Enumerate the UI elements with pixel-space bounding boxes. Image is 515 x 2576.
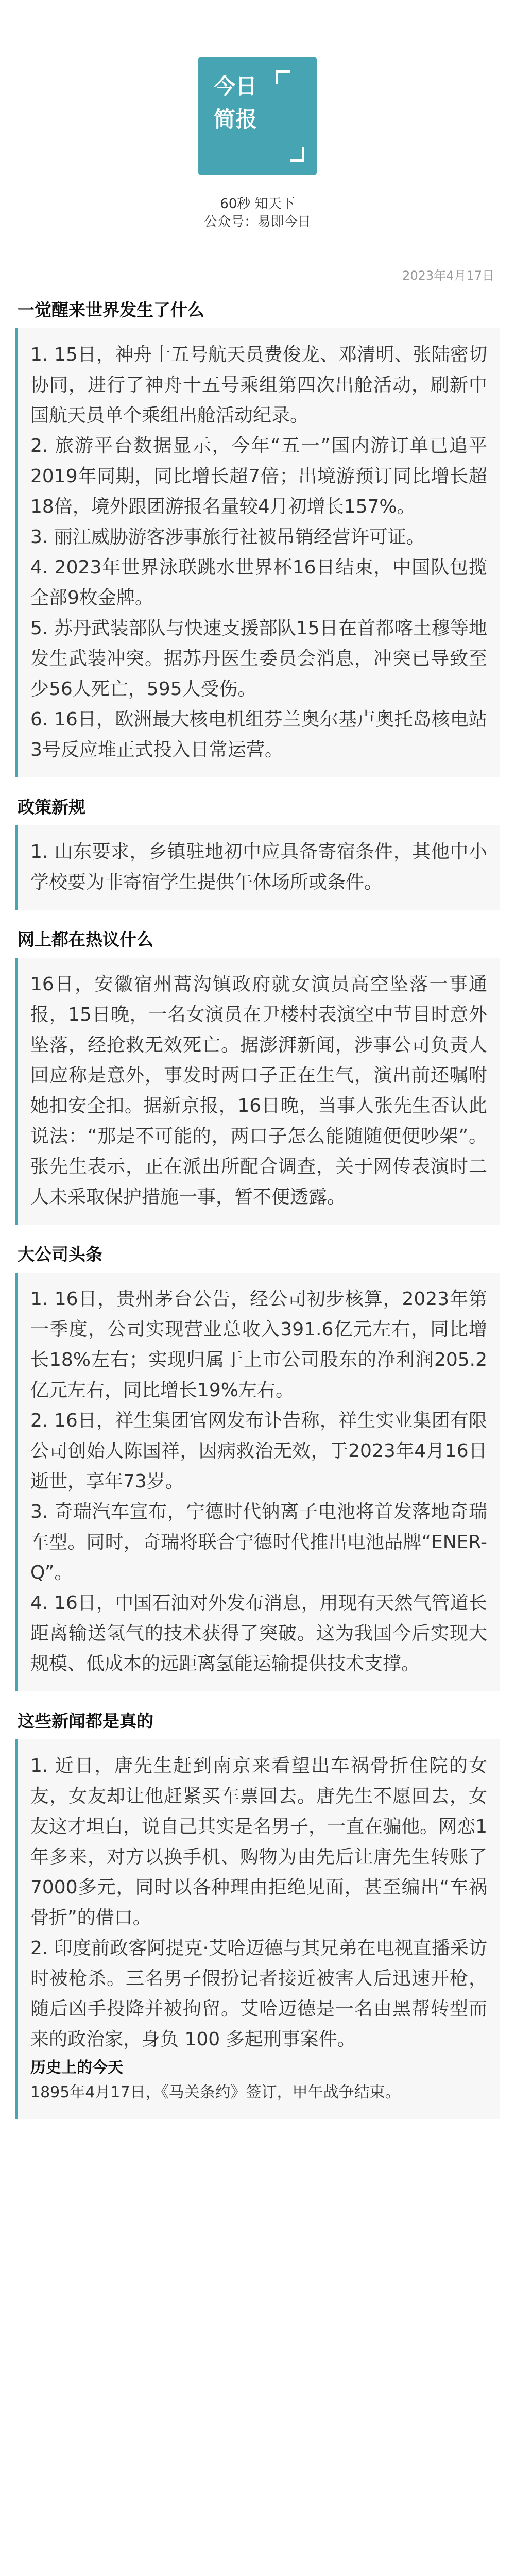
news-item: 1. 近日，唐先生赶到南京来看望出车祸骨折住院的女友，女友却让他赶紧买车票回去。唐先生不愿回去，女友这才坦白，说自己其实是名男子，一直在骗他。网恋1年多来，对方以换手机、购物为由先后让唐先生转账了7000多元，同时以各种理由拒绝见面，甚至编出“车祸骨折”的借口。 — [30, 1755, 487, 1928]
section-body — [15, 958, 500, 1225]
news-item: 1. 15日，神舟十五号航天员费俊龙、邓清明、张陆密切协同，进行了神舟十五号乘组第四次出舱活动，刷新中国航天员单个乘组出舱活动纪录。 — [30, 344, 487, 426]
section-title: 一觉醒来世界发生了什么 — [18, 300, 204, 320]
logo-corner-top-left — [276, 70, 290, 84]
section-body — [15, 1739, 500, 2119]
logo-text: 今日简报 — [214, 74, 258, 132]
news-item: 1. 山东要求，乡镇驻地初中应具备寄宿条件，其他中小学校要为非寄宿学生提供午休场所或条件。 — [30, 841, 487, 893]
account-name: 公众号：易即今日 — [203, 214, 311, 230]
publish-date: 2023年4月17日 — [402, 268, 494, 283]
news-item: 6. 16日，欧洲最大核电机组芬兰奥尔基卢奥托岛核电站3号反应堆正式投入日常运营。 — [30, 709, 487, 760]
news-item: 2. 旅游平台数据显示，今年“五一”国内游订单已追平2019年同期，同比增长超7倍；出境游预订同比增长超18倍，境外跟团游报名量较4月初增长157%。 — [30, 435, 487, 517]
section-trending — [15, 918, 500, 1225]
history-title: 历史上的今天 — [30, 2059, 123, 2077]
news-item: 3. 丽江威胁游客涉事旅行社被吊销经营许可证。 — [30, 527, 425, 548]
subtitle: 60秒 知天下 — [220, 196, 295, 212]
news-item: 2. 印度前政客阿提克·艾哈迈德与其兄弟在电视直播采访时被枪杀。三名男子假扮记者接近被害人后迅速开枪，随后凶手投降并被拘留。艾哈迈德是一名由黑帮转型而来的政治家，身负 100 多起刑事案件。 — [30, 1938, 487, 2050]
section-body — [15, 328, 500, 777]
news-item: 1. 16日，贵州茅台公告，经公司初步核算，2023年第一季度，公司实现营业总收入391.6亿元左右，同比增长18%左右；实现归属于上市公司股东的净利润205.2亿元左右，同比增长19%左右。 — [30, 1289, 487, 1401]
news-item: 2. 16日，祥生集团官网发布讣告称，祥生实业集团有限公司创始人陈国祥，因病救治无效，于2023年4月16日逝世，享年73岁。 — [30, 1410, 487, 1492]
section-title: 这些新闻都是真的 — [18, 1711, 153, 1731]
news-content — [15, 289, 500, 2127]
section-body — [15, 825, 500, 910]
history-text: 1895年4月17日，《马关条约》签订，甲午战争结束。 — [30, 2083, 401, 2102]
news-item: 4. 2023年世界泳联跳水世界杯16日结束，中国队包揽全部9枚金牌。 — [30, 557, 487, 608]
news-item: 4. 16日，中国石油对外发布消息，用现有天然气管道长距离输送氢气的技术获得了突破。这为我国今后实现大规模、低成本的远距离氢能运输提供技术支撑。 — [30, 1592, 487, 1674]
section-title: 网上都在热议什么 — [18, 929, 153, 950]
news-item: 16日，安徽宿州蒿沟镇政府就女演员高空坠落一事通报，15日晚，一名女演员在尹楼村表演空中节目时意外坠落，经抢救无效死亡。据澎湃新闻，涉事公司负责人回应称是意外，事发时两口子正在生气，演出前还嘱咐她扣安全扣。据新京报，16日晚，当事人张先生否认此说法：“那是不可能的，两口子怎么能随随便便吵架”。张先生表示，正在派出所配合调查，关于网传表演时二人未采取保护措施一事，暂不便透露。 — [30, 974, 487, 1208]
news-item: 5. 苏丹武装部队与快速支援部队15日在首都喀土穆等地发生武装冲突。据苏丹医生委员会消息，冲突已导致至少56人死亡，595人受伤。 — [30, 618, 487, 700]
news-item: 3. 奇瑞汽车宣布，宁德时代钠离子电池将首发落地奇瑞车型。同时，奇瑞将联合宁德时代推出电池品牌“ENER-Q”。 — [30, 1501, 487, 1583]
section-policy — [15, 786, 500, 910]
section-title: 大公司头条 — [18, 1244, 102, 1264]
section-world-news — [15, 289, 500, 777]
logo-corner-bottom-right — [290, 147, 304, 162]
logo — [198, 57, 317, 175]
section-companies — [15, 1233, 500, 1691]
section-body — [15, 1273, 500, 1691]
section-true-news — [15, 1700, 500, 2119]
section-title: 政策新规 — [18, 797, 85, 817]
